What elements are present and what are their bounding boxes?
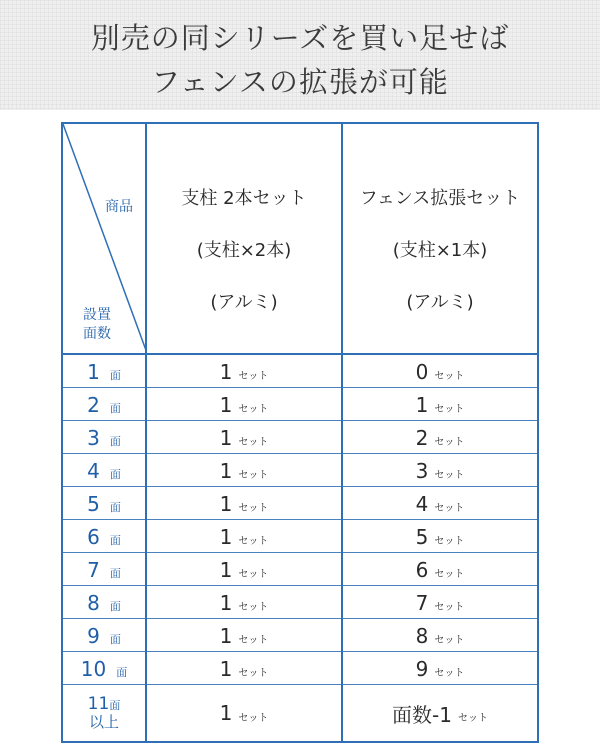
row-label	[63, 652, 145, 685]
cell-pole-set-qty	[147, 388, 341, 421]
row-label-number: 6	[87, 524, 100, 549]
set-unit: セット	[434, 371, 465, 382]
set-unit: セット	[434, 470, 465, 481]
column-divider-2	[341, 124, 343, 741]
column-header-pole-set-name: 支柱 2本セット	[181, 188, 307, 209]
cell-extension-set-qty	[343, 685, 537, 741]
set-unit: セット	[238, 371, 269, 382]
qty-value: 1	[219, 557, 233, 582]
row-label-number: 9	[87, 623, 100, 648]
row-label-unit: 面	[109, 369, 121, 382]
table-row	[63, 553, 537, 586]
row-label-number: 8	[87, 590, 100, 615]
table-row	[63, 388, 537, 421]
table-row	[63, 355, 537, 388]
cell-pole-set-qty	[147, 454, 341, 487]
column-divider-1	[145, 124, 147, 741]
cell-pole-set-qty	[147, 685, 341, 741]
cell-pole-set-qty	[147, 553, 341, 586]
cell-pole-set-qty	[147, 355, 341, 388]
set-unit: セット	[434, 635, 465, 646]
cell-extension-set-qty	[343, 487, 537, 520]
set-unit: セット	[238, 503, 269, 514]
cell-extension-set-qty	[343, 586, 537, 619]
qty-value: 4	[415, 491, 429, 516]
row-label-unit: 面	[116, 666, 128, 679]
set-quantity-table	[61, 122, 539, 743]
table-row	[63, 454, 537, 487]
row-label-number: 11	[87, 693, 110, 714]
set-unit: セット	[434, 668, 465, 679]
row-label	[63, 454, 145, 487]
qty-value: 8	[415, 623, 429, 648]
table-row	[63, 586, 537, 619]
set-unit: セット	[238, 536, 269, 547]
row-label	[63, 553, 145, 586]
corner-count-line2: 面数	[83, 326, 111, 342]
qty-value: 1	[219, 392, 233, 417]
row-label	[63, 586, 145, 619]
column-header-extension-set-name: フェンス拡張セット	[359, 188, 521, 209]
cell-pole-set-qty	[147, 652, 341, 685]
set-unit: セット	[457, 712, 488, 724]
set-unit: セット	[434, 536, 465, 547]
cell-extension-set-qty	[343, 553, 537, 586]
row-label-unit: 面	[109, 435, 121, 448]
row-label-unit: 面	[109, 468, 121, 481]
row-label-unit: 面	[109, 534, 121, 547]
cell-pole-set-qty	[147, 421, 341, 454]
qty-value: 1	[219, 458, 233, 483]
cell-pole-set-qty	[147, 619, 341, 652]
qty-value: 1	[415, 392, 429, 417]
qty-value: 9	[415, 656, 429, 681]
column-header-extension-set-material: (アルミ)	[406, 292, 474, 313]
header-title-line1: 別売の同シリーズを買い足せば	[90, 21, 510, 55]
row-label	[63, 487, 145, 520]
row-label	[63, 355, 145, 388]
set-unit: セット	[238, 635, 269, 646]
cell-extension-set-qty	[343, 619, 537, 652]
cell-extension-set-qty	[343, 652, 537, 685]
row-label-unit: 面	[109, 698, 121, 712]
qty-value: 1	[219, 656, 233, 681]
row-label-unit: 面	[109, 501, 121, 514]
qty-value: 3	[415, 458, 429, 483]
row-label-number: 7	[87, 557, 100, 582]
row-label-number: 2	[87, 392, 100, 417]
row-label	[63, 619, 145, 652]
row-label	[63, 520, 145, 553]
qty-value: 6	[415, 557, 429, 582]
column-header-extension-set	[343, 124, 537, 353]
header-title-line2: フェンスの拡張が可能	[151, 65, 449, 99]
qty-value: 5	[415, 524, 429, 549]
row-label-unit: 面	[109, 567, 121, 580]
qty-value: 1	[219, 491, 233, 516]
table-row-11-plus	[63, 685, 537, 741]
row-label-unit: 面	[109, 402, 121, 415]
set-unit: セット	[238, 602, 269, 613]
table-row	[63, 487, 537, 520]
qty-value: 1	[219, 623, 233, 648]
set-unit: セット	[434, 404, 465, 415]
set-unit: セット	[434, 503, 465, 514]
set-unit: セット	[238, 404, 269, 415]
qty-value: 1	[219, 701, 233, 725]
table-row	[63, 421, 537, 454]
qty-value: 0	[415, 359, 429, 384]
row-label-number: 1	[87, 359, 100, 384]
row-label-unit: 面	[109, 600, 121, 613]
qty-value: 7	[415, 590, 429, 615]
cell-extension-set-qty	[343, 355, 537, 388]
cell-extension-set-qty	[343, 520, 537, 553]
column-header-pole-set	[147, 124, 341, 353]
cell-extension-set-qty	[343, 421, 537, 454]
row-label-unit: 面	[109, 633, 121, 646]
set-unit: セット	[434, 437, 465, 448]
column-header-pole-set-material: (アルミ)	[210, 292, 278, 313]
column-header-extension-set-contents: (支柱×1本)	[392, 240, 488, 261]
qty-value: 1	[219, 425, 233, 450]
set-unit: セット	[238, 470, 269, 481]
corner-count-label	[83, 306, 111, 344]
column-header-pole-set-contents: (支柱×2本)	[196, 240, 292, 261]
header-banner	[0, 0, 600, 110]
row-label-number: 4	[87, 458, 100, 483]
qty-value: 面数-1	[392, 702, 452, 727]
cell-extension-set-qty	[343, 454, 537, 487]
row-label-number: 5	[87, 491, 100, 516]
qty-value: 1	[219, 524, 233, 549]
corner-count-line1: 設置	[83, 307, 111, 323]
set-unit: セット	[434, 602, 465, 613]
row-label	[63, 421, 145, 454]
cell-pole-set-qty	[147, 520, 341, 553]
row-label-number: 3	[87, 425, 100, 450]
cell-extension-set-qty	[343, 388, 537, 421]
table-row	[63, 652, 537, 685]
row-label	[63, 388, 145, 421]
cell-pole-set-qty	[147, 586, 341, 619]
table-row	[63, 520, 537, 553]
row-label-number: 10	[80, 656, 107, 681]
row-label-suffix: 以上	[88, 712, 119, 731]
qty-value: 1	[219, 590, 233, 615]
set-unit: セット	[238, 668, 269, 679]
set-unit: セット	[238, 569, 269, 580]
set-unit: セット	[434, 569, 465, 580]
corner-product-label: 商品	[105, 199, 133, 215]
cell-pole-set-qty	[147, 487, 341, 520]
table-row	[63, 619, 537, 652]
row-label-11-plus	[63, 685, 145, 741]
qty-value: 2	[415, 425, 429, 450]
set-unit: セット	[238, 437, 269, 448]
qty-value: 1	[219, 359, 233, 384]
set-unit: セット	[238, 712, 269, 724]
